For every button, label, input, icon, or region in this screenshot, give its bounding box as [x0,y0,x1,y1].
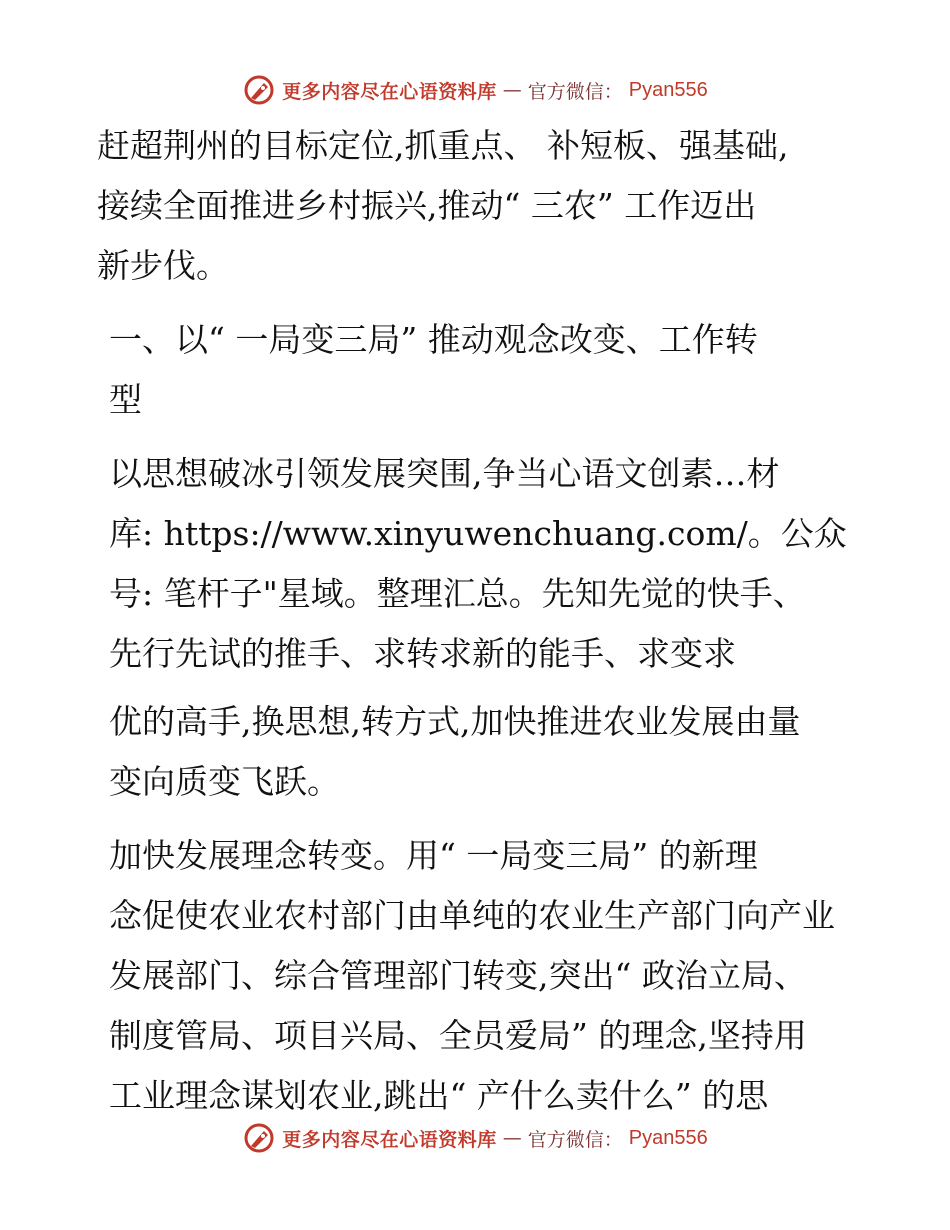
watermark-brand: 更多内容尽在心语资料库 [282,1128,497,1151]
document-body [97,116,857,1126]
pen-logo-icon [242,1121,276,1155]
watermark-wechat-id: Pyan556 [628,78,708,101]
watermark-wechat-id: Pyan556 [628,1126,708,1149]
watermark-brand: 更多内容尽在心语资料库 [282,80,497,103]
section-heading: 一、以“ 一局变三局” 推动观念改变、工作转 型 [109,320,758,419]
watermark-official-label: 官方微信： [527,1128,623,1151]
header-watermark [0,70,950,110]
watermark-separator: — [502,1127,522,1149]
paragraph-1: 赶超荆州的目标定位,抓重点、 补短板、强基础, 接续全面推进乡村振兴,推动“ 三农” 工作迈出 新步伐。 [97,126,789,285]
paragraph-4: 加快发展理念转变。用“ 一局变三局” 的新理 念促使农业农村部门由单纯的农业生产部门向产业 发展部门、综合管理部门转变,突出“ 政治立局、 制度管局、项目兴局、全员爱局” 的理念,坚持用 工业理念谋划农业,跳出“ 产什么卖什么” 的思 [109,836,835,1115]
footer-watermark [0,1118,950,1158]
paragraph-3: 优的高手,换思想,转方式,加快推进农业发展由量 变向质变飞跃。 [109,702,801,801]
paragraph-2: 以思想破冰引领发展突围,争当心语文创素…材 库: https://www.xinyuwenchuang.com/。公众 号: 笔杆子"星域。整理汇总。先知先觉的快手、 先行先试的推手、求转求新的能手、求变求 [109,454,847,673]
watermark-official-label: 官方微信： [527,80,623,103]
pen-logo-icon [242,73,276,107]
watermark-separator: — [502,79,522,101]
